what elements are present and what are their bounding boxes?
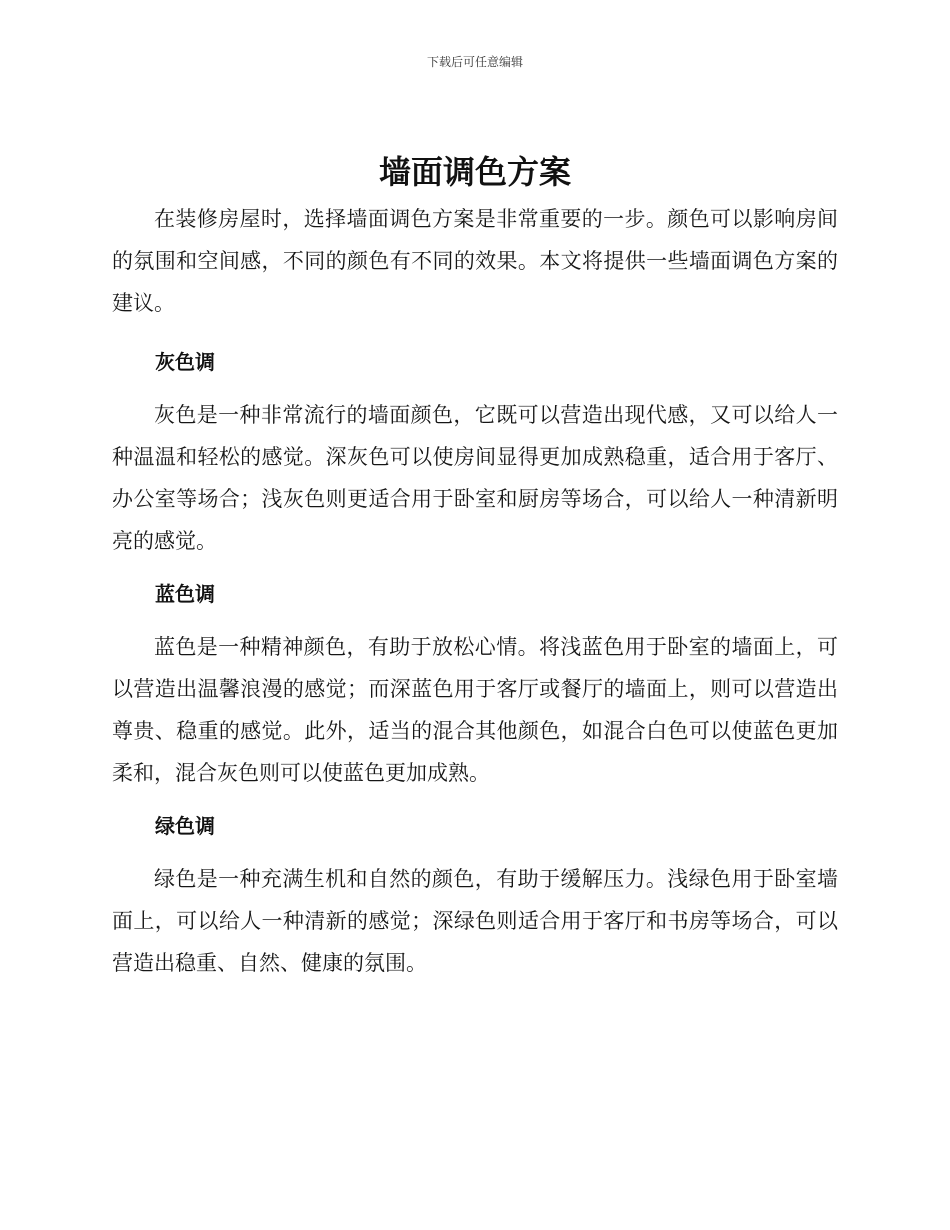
section-body-green: 绿色是一种充满生机和自然的颜色，有助于缓解压力。浅绿色用于卧室墙面上，可以给人一种清新的感觉；深绿色则适合用于客厅和书房等场合，可以营造出稳重、自然、健康的氛围。 — [112, 867, 838, 975]
document-body — [112, 198, 838, 984]
document-title: 墙面调色方案 — [378, 153, 571, 191]
section-heading-gray: 灰色调 — [155, 350, 215, 374]
section-heading-blue: 蓝色调 — [155, 582, 215, 606]
section-body-blue: 蓝色是一种精神颜色，有助于放松心情。将浅蓝色用于卧室的墙面上，可以营造出温馨浪漫的感觉；而深蓝色用于客厅或餐厅的墙面上，则可以营造出尊贵、稳重的感觉。此外，适当的混合其他颜色，如混合白色可以使蓝色更加柔和，混合灰色则可以使蓝色更加成熟。 — [112, 635, 838, 785]
section-body-gray: 灰色是一种非常流行的墙面颜色，它既可以营造出现代感，又可以给人一种温温和轻松的感觉。深灰色可以使房间显得更加成熟稳重，适合用于客厅、办公室等场合；浅灰色则更适合用于卧室和厨房等场合，可以给人一种清新明亮的感觉。 — [112, 403, 838, 553]
header-note: 下载后可任意编辑 — [426, 55, 523, 69]
intro-paragraph: 在装修房屋时，选择墙面调色方案是非常重要的一步。颜色可以影响房间的氛围和空间感，不同的颜色有不同的效果。本文将提供一些墙面调色方案的建议。 — [112, 207, 838, 315]
section-heading-green: 绿色调 — [155, 814, 215, 838]
